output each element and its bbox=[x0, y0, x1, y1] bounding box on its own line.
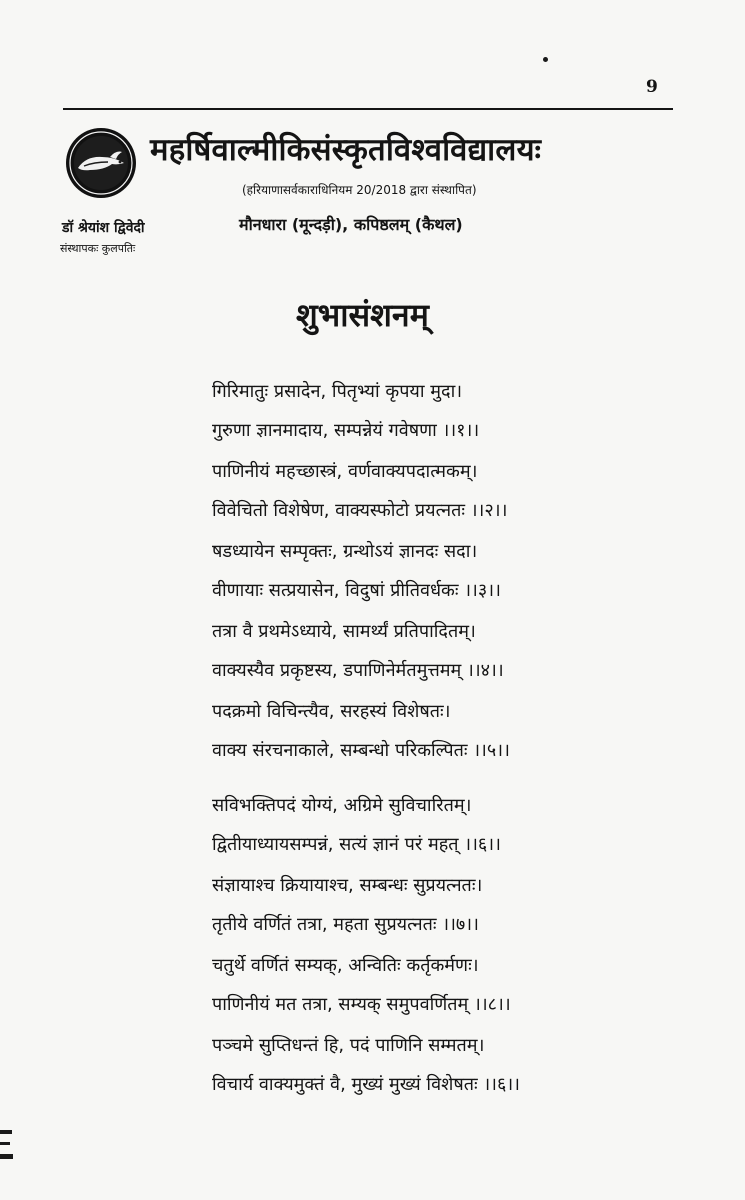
founder-name: डॉ श्रेयांश द्विवेदी bbox=[62, 220, 145, 236]
verse-6 bbox=[212, 786, 672, 864]
verse-line: तत्रा वै प्रथमेऽध्याये, सामर्थ्यं प्रतिपादितम्। bbox=[212, 621, 476, 642]
verse-5 bbox=[212, 692, 672, 770]
verse-line: विवेचितो विशेषेण, वाक्यस्फोटो प्रयत्नतः ।।२।। bbox=[212, 500, 508, 521]
verse-line: वाक्य संरचनाकाले, सम्बन्धो परिकल्पितः ।।५।। bbox=[212, 740, 510, 761]
verse-line: विचार्य वाक्यमुक्तं वै, मुख्यं मुख्यं विशेषतः ।।६।। bbox=[212, 1074, 520, 1095]
university-emblem-icon bbox=[64, 126, 138, 200]
verse-line: पाणिनीयं महच्छास्त्रं, वर्णवाक्यपदात्मकम्। bbox=[212, 461, 478, 482]
verse-4 bbox=[212, 612, 672, 690]
verse-line: पाणिनीयं मत तत्रा, सम्यक् समुपवर्णितम् ।।८।। bbox=[212, 994, 511, 1015]
verse-8 bbox=[212, 946, 672, 1024]
founder-role: संस्थापकः कुलपतिः bbox=[60, 242, 136, 255]
verse-line: गिरिमातुः प्रसादेन, पितृभ्यां कृपया मुदा। bbox=[212, 381, 463, 402]
verse-line: सविभक्तिपदं योग्यं, अग्रिमे सुविचारितम्। bbox=[212, 795, 472, 816]
verse-line: गुरुणा ज्ञानमादाय, सम्पन्नेयं गवेषणा ।।१।। bbox=[212, 420, 480, 441]
verse-1 bbox=[212, 372, 672, 450]
verse-line: षडध्यायेन सम्पृक्तः, ग्रन्थोऽयं ज्ञानदः सदा। bbox=[212, 541, 478, 562]
verse-line: वीणायाः सत्प्रयासेन, विदुषां प्रीतिवर्धकः ।।३।। bbox=[212, 580, 501, 601]
header-rule bbox=[63, 108, 673, 110]
ink-speck bbox=[543, 57, 548, 62]
page-number: 9 bbox=[646, 77, 658, 97]
establishment-act: (हरियाणासर्वकाराधिनियम 20/2018 द्वारा संस्थापित) bbox=[242, 183, 477, 197]
verse-list bbox=[212, 372, 672, 1104]
verse-9 bbox=[212, 1026, 672, 1104]
verse-line: संज्ञायाश्च क्रियायाश्च, सम्बन्धः सुप्रयत्नतः। bbox=[212, 875, 483, 896]
verse-line: तृतीये वर्णितं तत्रा, महता सुप्रयत्नतः ।।७।। bbox=[212, 914, 479, 935]
verse-line: द्वितीयाध्यायसम्पन्नं, सत्यं ज्ञानं परं महत् ।।६।। bbox=[212, 834, 501, 855]
binding-edge-mark bbox=[0, 1128, 14, 1168]
verse-2 bbox=[212, 452, 672, 530]
page-title: शुभासंशनम् bbox=[296, 296, 429, 334]
verse-line: पदक्रमो विचिन्त्यैव, सरहस्यं विशेषतः। bbox=[212, 701, 451, 722]
verse-7 bbox=[212, 866, 672, 944]
verse-line: चतुर्थे वर्णितं सम्यक्, अन्वितिः कर्तृकर्मणः। bbox=[212, 955, 479, 976]
university-name: महर्षिवाल्मीकिसंस्कृतविश्वविद्यालयः bbox=[150, 132, 542, 168]
university-address: मौनधारा (मून्दड़ी), कपिष्ठलम् (कैथल) bbox=[239, 215, 463, 234]
verse-line: वाक्यस्यैव प्रकृष्टस्य, डपाणिनेर्मतमुत्तमम् ।।४।। bbox=[212, 660, 504, 681]
verse-line: पञ्चमे सुप्तिधन्तं हि, पदं पाणिनि सम्मतम्। bbox=[212, 1035, 485, 1056]
verse-3 bbox=[212, 532, 672, 610]
